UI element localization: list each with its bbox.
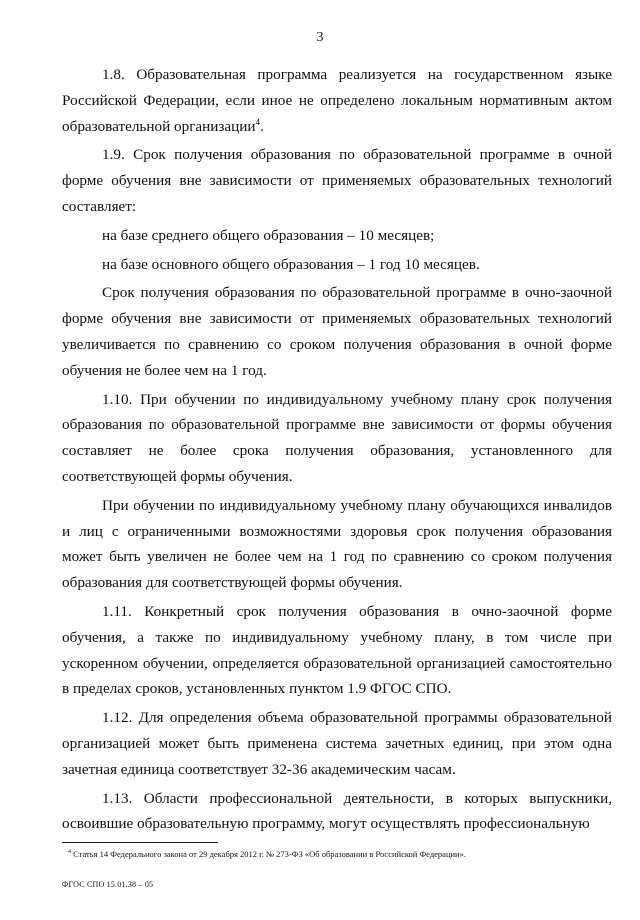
paragraph-text: Области профессиональной деятельности, в которых выпускники, освоившие образовательную программу, могут осуществлять профессиональную	[62, 789, 612, 833]
paragraph-text: Для определения объема образовательной программы образовательной организацией может быть применена система зачетных единиц, при этом одна зачетная единица соответствует 32-36 академическим часам.	[62, 709, 612, 778]
footnote-mark: 4	[68, 849, 71, 856]
paragraph-1-10	[62, 387, 612, 490]
footnote	[62, 848, 622, 860]
paragraph-text: При обучении по индивидуальному учебному плану срок получения образования по образовательной программе вне зависимости от формы обучения составляет не более срока получения образования, установленного для соответствующей формы обучения.	[62, 390, 613, 485]
document-code: ФГОС СПО 15.01.38 – 05	[62, 880, 154, 889]
paragraph-text: Конкретный срок получения образования в очно-заочной форме обучения, а также по индивидуальному учебному плану, в том числе при ускоренном обучении, определяется образовательной организацией самостоятельно в пределах сроков, установленных пунктом 1.9 ФГОС СПО.	[62, 602, 612, 698]
paragraph-disabled-students: При обучении по индивидуальному учебному плану обучающихся инвалидов и лиц с ограниченными возможностями здоровья срок получения образования может быть увеличен не более чем на 1 год по сравнению со сроком получения образования для соответствующей формы обучения.	[62, 496, 612, 592]
paragraph-1-12	[62, 705, 612, 782]
page-number: 3	[316, 30, 324, 45]
paragraph-tail: .	[260, 117, 264, 135]
paragraph-number: 1.8.	[102, 66, 125, 83]
footnote-text: Статья 14 Федерального закона от 29 декабря 2012 г. № 273-ФЗ «Об образовании в Российской Федерации».	[73, 849, 466, 859]
paragraph-part-time-duration: Срок получения образования по образовательной программе в очно-заочной форме обучения вне зависимости от применяемых образовательных технологий увеличивается по сравнению со сроком получения образования в очной форме обучения не более чем на 1 год.	[62, 284, 612, 379]
paragraph-text: Срок получения образования по образовательной программе в очной форме обучения вне зависимости от применяемых образовательных технологий составляет:	[62, 146, 612, 215]
paragraph-number: 1.10.	[102, 390, 133, 408]
paragraph-number: 1.13.	[102, 789, 133, 807]
list-item-basic-general: на базе основного общего образования – 1 год 10 месяцев.	[102, 255, 480, 273]
paragraph-text: Образовательная программа реализуется на государственном языке Российской Федерации, если иное не определено локальным нормативным актом образовательной организации	[62, 66, 612, 135]
paragraph-1-8	[62, 62, 612, 139]
paragraph-1-13	[62, 786, 612, 838]
paragraph-number: 1.12.	[102, 709, 133, 727]
footnote-divider	[62, 842, 218, 843]
paragraph-number: 1.11.	[102, 602, 132, 620]
paragraph-1-9	[62, 142, 612, 219]
footnote-reference: 4	[255, 116, 261, 127]
list-item-secondary-general: на базе среднего общего образования – 10 месяцев;	[102, 226, 435, 244]
document-body	[62, 62, 612, 837]
paragraph-1-11	[62, 599, 612, 702]
paragraph-number: 1.9.	[102, 146, 125, 164]
